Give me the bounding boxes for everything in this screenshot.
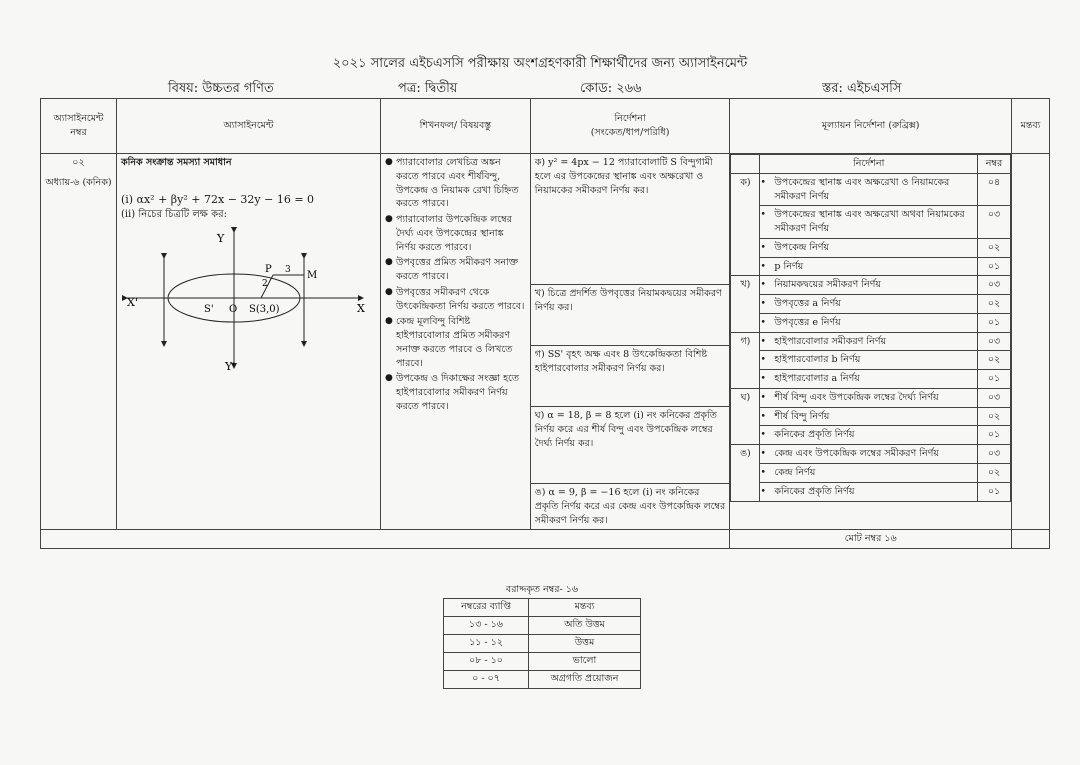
- table-row: [444, 653, 641, 671]
- rubric-mark: ০৩: [978, 206, 1011, 239]
- rubric-row: [731, 313, 1011, 332]
- level-label: স্তর: এইচএসসি: [822, 81, 902, 96]
- grading-remark: উত্তম: [529, 635, 641, 653]
- grading-range: ০ - ০৭: [444, 671, 529, 689]
- grading-range: ০৮ - ১০: [444, 653, 529, 671]
- rubric-mark: ০১: [978, 482, 1011, 501]
- rubric-cell: [730, 154, 1012, 530]
- fig-label-2: 2: [261, 279, 268, 290]
- assignment-number: ০২: [72, 157, 85, 168]
- rubric-criterion: • উপকেন্দ্রের স্থানাঙ্ক এবং অক্ষরেখা অথবা নিয়ামকের সমীকরণ নির্ণয়: [760, 206, 978, 239]
- fig-label-s: S(3,0): [248, 304, 280, 316]
- rubric-head-row: [731, 155, 1011, 174]
- allocated-marks: বরাদ্দকৃত নম্বর- ১৬: [505, 584, 579, 595]
- rubric-mark: ০২: [978, 295, 1011, 314]
- rubric-criterion: • হাইপারবোলার a নির্ণয়: [760, 370, 978, 389]
- header-assignment-no: অ্যাসাইনমেন্ট নম্বর: [41, 99, 117, 154]
- subject-label: বিষয়: উচ্চতর গণিত: [168, 81, 274, 96]
- assignment-table: [40, 98, 1050, 549]
- rubric-row: [731, 464, 1011, 483]
- rubric-letter: ক): [731, 173, 760, 276]
- grading-head-row: [444, 599, 641, 617]
- fig-label-m: M: [306, 270, 318, 282]
- total-blank: [41, 530, 730, 549]
- rubric-mark: ০৩: [978, 388, 1011, 407]
- rubric-row: [731, 238, 1011, 257]
- rubric-mark: ০৪: [978, 173, 1011, 206]
- instruction-item: খ) চিত্রে প্রদর্শিত উপবৃত্তের নিয়ামকদ্বয়ের সমীকরণ নির্ণয় কর।: [531, 285, 730, 346]
- grading-range: ১১ - ১২: [444, 635, 529, 653]
- rubric-criterion: • হাইপারবোলার সমীকরণ নির্ণয়: [760, 332, 978, 351]
- rubric-criterion: • কেন্দ্র এবং উপকেন্দ্রিক লম্বের সমীকরণ নির্ণয়: [760, 445, 978, 464]
- rubric-mark: ০১: [978, 313, 1011, 332]
- fig-label-o: O: [228, 304, 238, 316]
- rubric-row: [731, 173, 1011, 206]
- header-instruction-sub: (সংকেত/ধাপ/পরিধি): [590, 127, 670, 138]
- grading-remark: অগ্রগতি প্রয়োজন: [529, 671, 641, 689]
- rubric-criterion: • উপবৃত্তের a নির্ণয়: [760, 295, 978, 314]
- rubric-head: নির্দেশনা: [760, 155, 978, 174]
- rubric-mark: ০১: [978, 370, 1011, 389]
- rubric-row: [731, 295, 1011, 314]
- outcome-item: ● উপবৃত্তের সমীকরণ থেকে উৎকেন্দ্রিকতা নির্ণয় করতে পারবে।: [385, 286, 526, 314]
- assignment-no-cell: [41, 154, 117, 530]
- rubric-row: [731, 426, 1011, 445]
- table-row: [41, 154, 1050, 530]
- fig-label-p: P: [264, 264, 272, 276]
- rubric-criterion: • কনিকের প্রকৃতি নির্ণয়: [760, 426, 978, 445]
- table-row: [444, 635, 641, 653]
- rubric-letter: খ): [731, 276, 760, 332]
- fig-label-x: X: [356, 302, 365, 316]
- header-outcome: শিখনফল/ বিষয়বস্তু: [380, 99, 530, 154]
- rubric-criterion: • কনিকের প্রকৃতি নির্ণয়: [760, 482, 978, 501]
- rubric-mark: ০৩: [978, 276, 1011, 295]
- rubric-criterion: • p নির্ণয়: [760, 257, 978, 276]
- grading-range: ১৩ - ১৬: [444, 617, 529, 635]
- total-remark: [1012, 530, 1050, 549]
- assignment-cell: [116, 154, 380, 530]
- rubric-mark: ০২: [978, 238, 1011, 257]
- assignment-title: কনিক সংক্রান্ত সমস্যা সমাধান: [120, 157, 232, 168]
- rubric-mark: ০২: [978, 464, 1011, 483]
- outcome-cell: [380, 154, 530, 530]
- rubric-mark: ০৩: [978, 445, 1011, 464]
- table-header-row: [41, 99, 1050, 154]
- header-instruction: [530, 99, 730, 154]
- total-marks: মোট নম্বর ১৬: [730, 530, 1012, 549]
- fig-label-3: 3: [284, 265, 291, 276]
- header-assignment: অ্যাসাইনমেন্ট: [116, 99, 380, 154]
- instruction-item: ঙ) α = 9, β = −16 হলে (i) নং কনিকের প্রকৃতি নির্ণয় করে এর কেন্দ্র এবং উপকেন্দ্রিক লম্বের সমীকরণ নির্ণয় কর।: [534, 487, 726, 526]
- rubric-row: [731, 407, 1011, 426]
- rubric-letter: গ): [731, 332, 760, 388]
- table-row: [444, 617, 641, 635]
- grading-head-remark: মন্তব্য: [529, 599, 641, 617]
- rubric-criterion: • হাইপারবোলার b নির্ণয়: [760, 351, 978, 370]
- remark-cell: [1012, 154, 1050, 530]
- rubric-row: [731, 445, 1011, 464]
- header-remark: মন্তব্য: [1012, 99, 1050, 154]
- outcome-list: [385, 156, 526, 414]
- rubric-marks-head: নম্বর: [978, 155, 1011, 174]
- outcome-item: ● উপকেন্দ্র ও দিকাক্ষের সংজ্ঞা হতে হাইপারবোলার সমীকরণ নির্ণয় করতে পারবে।: [385, 372, 526, 413]
- fig-label-yp: Y': [224, 360, 236, 374]
- rubric-criterion: • শীর্ষ বিন্দু নির্ণয়: [760, 407, 978, 426]
- instruction-cell: [530, 154, 730, 530]
- rubric-mark: ০৩: [978, 332, 1011, 351]
- rubric-head-blank: [731, 155, 760, 174]
- figure-prompt: (ii) নিচের চিত্রটি লক্ষ কর:: [120, 208, 227, 220]
- conic-equation: (i) αx² + βy² + 72x − 32y − 16 = 0: [120, 192, 315, 206]
- rubric-mark: ০২: [978, 407, 1011, 426]
- document-title: ২০২১ সালের এইচএসসি পরীক্ষায় অংশগ্রহণকারী শিক্ষার্থীদের জন্য অ্যাসাইনমেন্ট: [332, 56, 748, 71]
- rubric-row: [731, 370, 1011, 389]
- chapter-label: অধ্যায়-৬ (কনিক): [45, 176, 112, 188]
- rubric-row: [731, 206, 1011, 239]
- rubric-criterion: • কেন্দ্র নির্ণয়: [760, 464, 978, 483]
- rubric-row: [731, 276, 1011, 295]
- grading-table: [443, 598, 641, 689]
- instruction-item: ক) y² = 4px − 12 প্যারাবোলাটি S বিন্দুগামী হলে এর উপকেন্দ্রের স্থানাঙ্ক এবং অক্ষরেখা ও নিয়ামকের সমীকরণ নির্ণয় কর।: [531, 154, 730, 285]
- rubric-row: [731, 482, 1011, 501]
- grading-remark: অতি উত্তম: [529, 617, 641, 635]
- ellipse-figure: [121, 226, 371, 376]
- grading-remark: ভালো: [529, 653, 641, 671]
- fig-label-sp: S': [203, 304, 214, 316]
- header-rubric: মূল্যায়ন নির্দেশনা (রুব্রিক্স): [730, 99, 1012, 154]
- header-instruction-title: নির্দেশনা: [614, 113, 646, 125]
- rubric-criterion: • নিয়ামকদ্বয়ের সমীকরণ নির্ণয়: [760, 276, 978, 295]
- rubric-row: [731, 332, 1011, 351]
- rubric-criterion: • উপবৃত্তের e নির্ণয়: [760, 313, 978, 332]
- rubric-criterion: • উপকেন্দ্র নির্ণয়: [760, 238, 978, 257]
- code-label: কোড: ২৬৬: [580, 81, 642, 96]
- rubric-row: [731, 388, 1011, 407]
- fig-label-xp: X': [126, 296, 138, 310]
- rubric-row: [731, 257, 1011, 276]
- grading-head-range: নম্বরের ব্যাপ্তি: [444, 599, 529, 617]
- rubric-criterion: • উপকেন্দ্রের স্থানাঙ্ক এবং অক্ষরেখা ও নিয়ামকের সমীকরণ নির্ণয়: [760, 173, 978, 206]
- outcome-item: ● উপবৃত্তের প্রমিত সমীকরণ সনাক্ত করতে পারবে।: [385, 256, 526, 284]
- table-row: [444, 671, 641, 689]
- rubric-row: [731, 351, 1011, 370]
- rubric-mark: ০১: [978, 426, 1011, 445]
- instruction-item: ঘ) α = 18, β = 8 হলে (i) নং কনিকের প্রকৃতি নির্ণয় করে এর শীর্ষ বিন্দু এবং উপকেন্দ্রিক লম্বের দৈর্ঘ্য নির্ণয় কর।: [531, 407, 730, 484]
- rubric-letter: ঙ): [731, 445, 760, 501]
- outcome-item: ● কেন্দ্র মূলবিন্দু বিশিষ্ট হাইপারবোলার প্রমিত সমীকরণ সনাক্ত করতে পারবে ও লিখতে পারবে।: [385, 315, 526, 370]
- paper-label: পত্র: দ্বিতীয়: [398, 81, 458, 96]
- outcome-item: ● প্যারাবোলার উপকেন্দ্রিক লম্বের দৈর্ঘ্য এবং উপকেন্দ্রের স্থানাঙ্ক নির্ণয় করতে পারবে।: [385, 213, 526, 254]
- rubric-letter: ঘ): [731, 388, 760, 444]
- outcome-item: ● প্যারাবোলার লেখচিত্র অঙ্কন করতে পারবে এবং শীর্ষবিন্দু, উপকেন্দ্র ও নিয়ামক রেখা চিহ্নিত করতে পারবে।: [385, 156, 526, 211]
- rubric-mark: ০১: [978, 257, 1011, 276]
- rubric-table: [730, 154, 1011, 502]
- total-row: [41, 530, 1050, 549]
- rubric-criterion: • শীর্ষ বিন্দু এবং উপকেন্দ্রিক লম্বের দৈর্ঘ্য নির্ণয়: [760, 388, 978, 407]
- rubric-mark: ০২: [978, 351, 1011, 370]
- instruction-item: গ) SS' বৃহৎ অক্ষ এবং 8 উৎকেন্দ্রিকতা বিশিষ্ট হাইপারবোলার সমীকরণ নির্ণয় কর।: [531, 346, 730, 407]
- fig-label-y: Y: [216, 232, 225, 246]
